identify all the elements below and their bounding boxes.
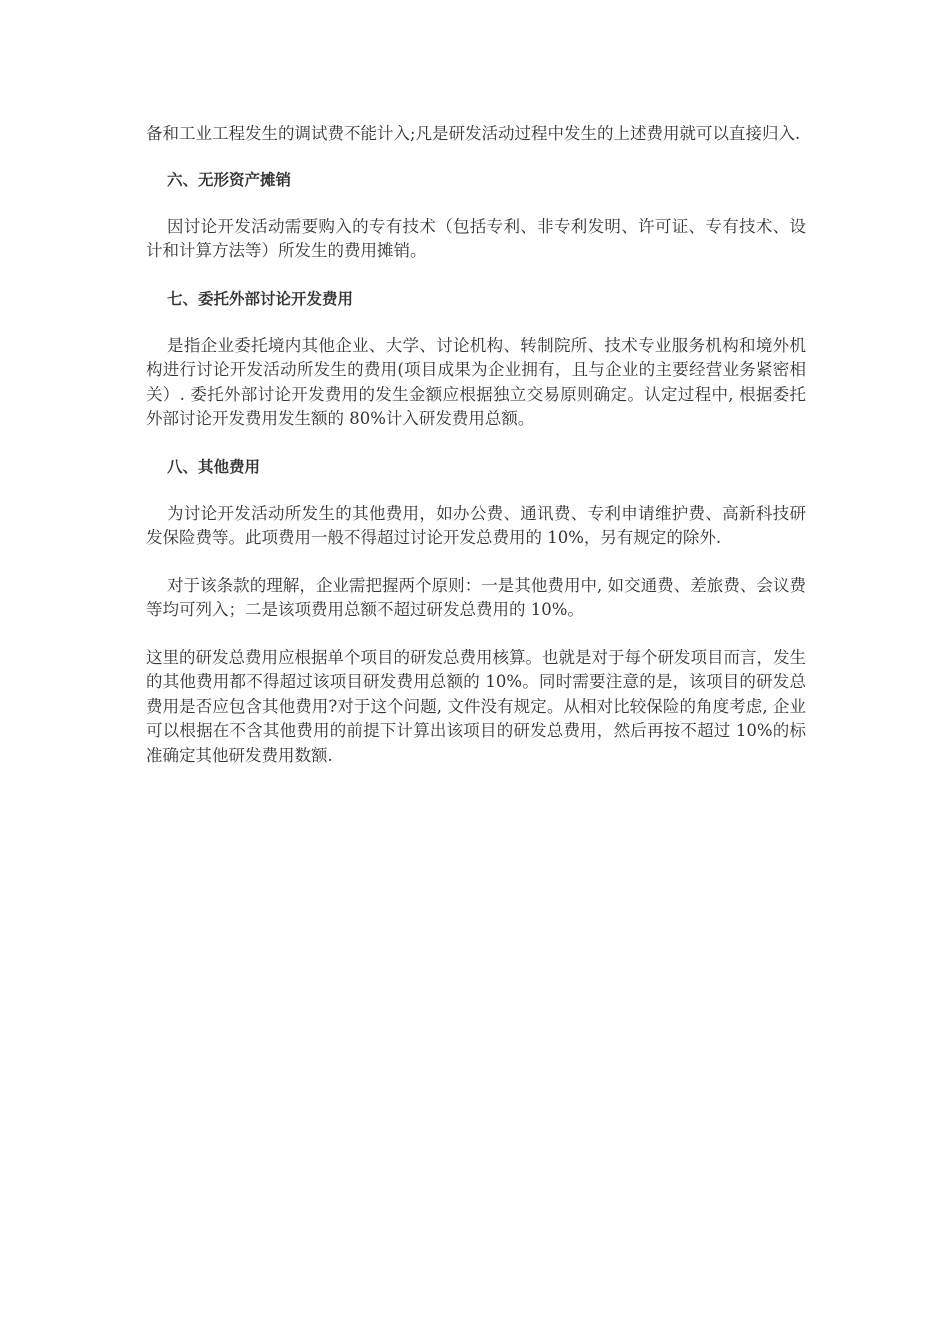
paragraph-outsourced-rd: 是指企业委托境内其他企业、大学、讨论机构、转制院所、技术专业服务机构和境外机构进行讨论开发活动所发生的费用(项目成果为企业拥有，且与企业的主要经营业务紧密相关）. 委托外部讨论开发费用的发生金额应根据独立交易原则确定。认定过程中, 根据委托外部讨论开发费用发生额的 80%计入研发费用总额。	[146, 335, 806, 428]
paragraph-total-cost-note: 这里的研发总费用应根据单个项目的研发总费用核算。也就是对于每个研发项目而言，发生的其他费用都不得超过该项目研发费用总额的 10%。同时需要注意的是，该项目的研发总费用是否应包含其他费用?对于这个问题, 文件没有规定。从相对比较保险的角度考虑, 企业可以根据在不含其他费用的前提下计算出该项目的研发总费用，然后再按不超过 10%的标准确定其他研发费用数额.	[146, 647, 806, 765]
paragraph-other-expenses: 为讨论开发活动所发生的其他费用，如办公费、通讯费、专利申请维护费、高新科技研发保险费等。此项费用一般不得超过讨论开发总费用的 10%，另有规定的除外.	[146, 503, 806, 547]
paragraph-intangible-amortization: 因讨论开发活动需要购入的专有技术（包括专利、非专利发明、许可证、专有技术、设计和计算方法等）所发生的费用摊销。	[146, 216, 806, 260]
section-heading-8: 八、其他费用	[167, 457, 261, 476]
document-body	[146, 122, 806, 791]
paragraph-continuation: 备和工业工程发生的调试费不能计入;凡是研发活动过程中发生的上述费用就可以直接归入.	[146, 124, 801, 143]
paragraph-understanding: 对于该条款的理解，企业需把握两个原则：一是其他费用中, 如交通费、差旅费、会议费等均可列入；二是该项费用总额不超过研发总费用的 10%。	[146, 575, 806, 619]
section-heading-6: 六、无形资产摊销	[167, 170, 292, 189]
section-heading-7: 七、委托外部讨论开发费用	[167, 289, 354, 308]
